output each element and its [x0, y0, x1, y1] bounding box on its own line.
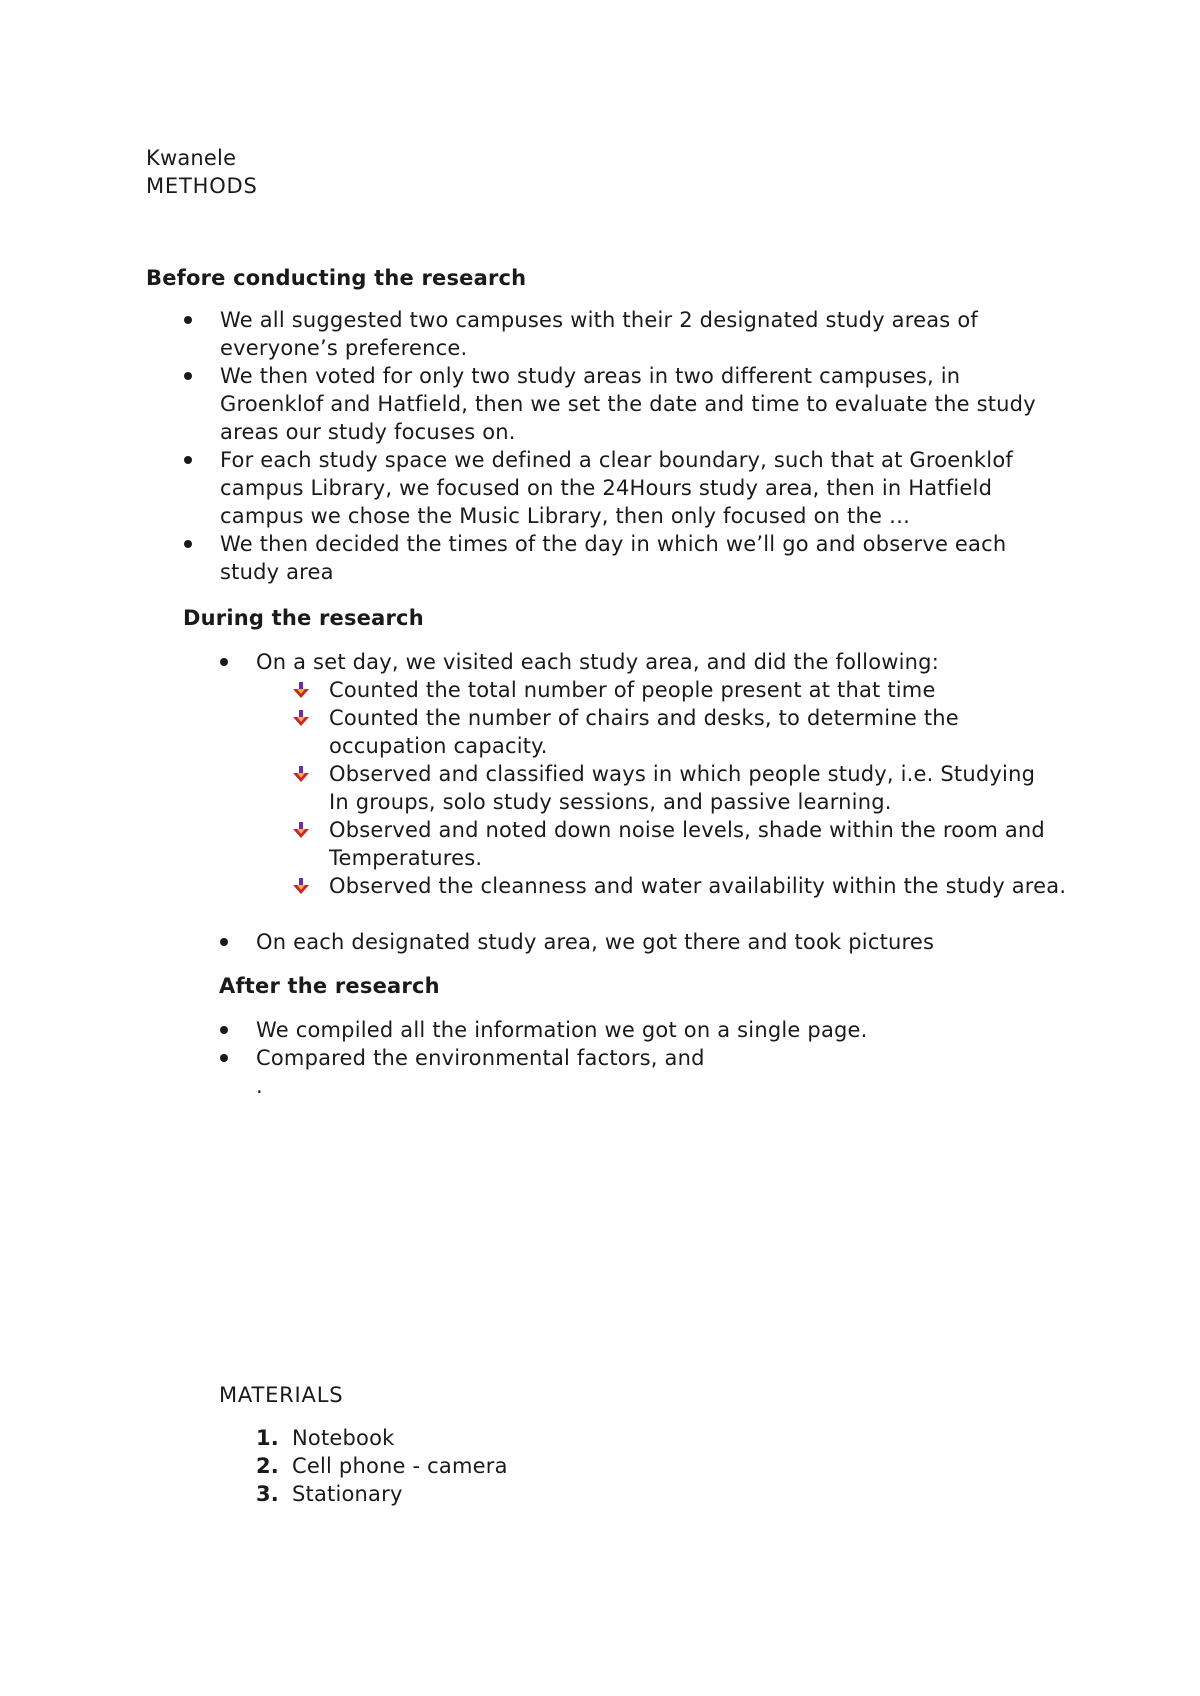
after-trailing-dot: . — [256, 1074, 263, 1098]
bullet-icon — [184, 372, 192, 380]
bullet-icon — [220, 1026, 228, 1034]
during-subitem-4: Observed and noted down noise levels, shade within the room and Temperatures. — [329, 818, 1045, 870]
arrow-down-bullet-icon — [292, 765, 310, 783]
bullet-icon — [220, 938, 228, 946]
during-subitem-3: Observed and classified ways in which people study, i.e. Studying In groups, solo study sessions, and passive learning. — [329, 762, 1036, 814]
page-title: METHODS — [146, 174, 258, 198]
bullet-icon — [184, 540, 192, 548]
arrow-down-bullet-icon — [292, 681, 310, 699]
bullet-icon — [220, 1054, 228, 1062]
materials-number: 1. — [256, 1426, 279, 1450]
after-heading: After the research — [219, 974, 440, 998]
materials-heading: MATERIALS — [219, 1383, 344, 1407]
materials-item-1: Notebook — [292, 1426, 395, 1450]
during-heading: During the research — [183, 606, 424, 630]
before-item-2: We then voted for only two study areas in two different campuses, in Groenklof and Hatfield, then we set the date and time to evaluate the study areas our study focuses on. — [220, 364, 1036, 444]
materials-item-2: Cell phone - camera — [292, 1454, 508, 1478]
before-item-1: We all suggested two campuses with their 2 designated study areas of everyone’s preference. — [220, 308, 978, 360]
materials-item-3: Stationary — [292, 1482, 403, 1506]
arrow-down-bullet-icon — [292, 877, 310, 895]
before-item-3: For each study space we defined a clear boundary, such that at Groenklof campus Library, we focused on the 24Hours study area, then in Hatfield campus we chose the Music Library, then only focused on the … — [220, 448, 1013, 528]
during-subitem-2: Counted the number of chairs and desks, to determine the occupation capacity. — [329, 706, 959, 758]
after-item-1: We compiled all the information we got on a single page. — [256, 1018, 868, 1042]
author-name: Kwanele — [146, 146, 237, 170]
during-subitem-1: Counted the total number of people present at that time — [329, 678, 936, 702]
during-item-1: On a set day, we visited each study area, and did the following: — [256, 650, 939, 674]
before-item-4: We then decided the times of the day in which we’ll go and observe each study area — [220, 532, 1007, 584]
materials-number: 3. — [256, 1482, 279, 1506]
arrow-down-bullet-icon — [292, 821, 310, 839]
bullet-icon — [220, 658, 228, 666]
bullet-icon — [184, 316, 192, 324]
during-subitem-5: Observed the cleanness and water availability within the study area. — [329, 874, 1067, 898]
after-item-2: Compared the environmental factors, and — [256, 1046, 705, 1070]
materials-number: 2. — [256, 1454, 279, 1478]
arrow-down-bullet-icon — [292, 709, 310, 727]
before-heading: Before conducting the research — [146, 266, 527, 290]
bullet-icon — [184, 456, 192, 464]
during-item-2: On each designated study area, we got there and took pictures — [256, 930, 935, 954]
